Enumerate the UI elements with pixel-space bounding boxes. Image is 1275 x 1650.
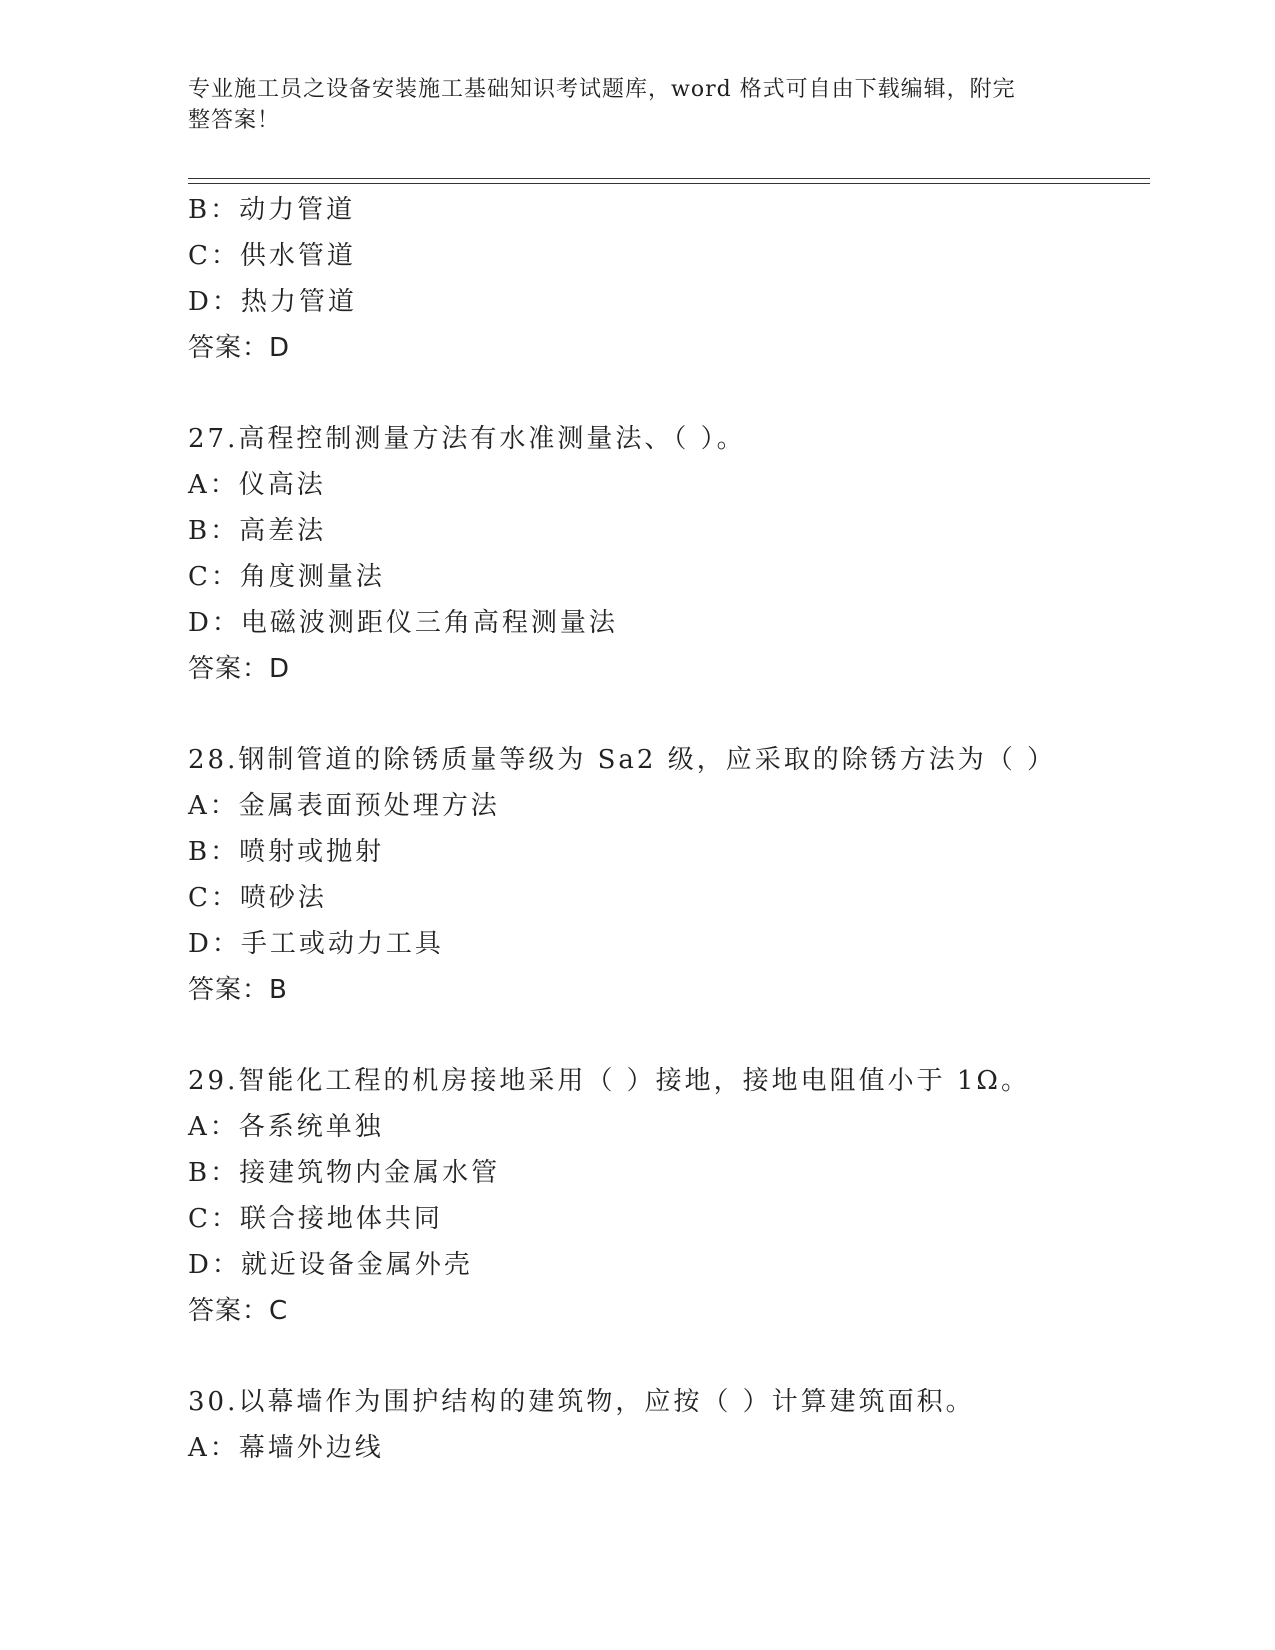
question-26-continued [188, 187, 1148, 371]
option-a: A：幕墙外边线 [188, 1433, 384, 1463]
option-d: D：就近设备金属外壳 [188, 1250, 473, 1280]
header-line-2: 整答案！ [188, 108, 281, 133]
option-a: A：金属表面预处理方法 [188, 791, 500, 821]
question-list [188, 187, 1148, 1471]
option-a: A：仪高法 [188, 470, 326, 500]
spacer [188, 692, 1148, 737]
spacer [188, 1334, 1148, 1379]
answer: 答案：D [188, 654, 291, 684]
document-header [188, 74, 1078, 136]
spacer [188, 371, 1148, 416]
option-d: D：热力管道 [188, 287, 357, 317]
question-28 [188, 737, 1148, 1013]
question-29 [188, 1058, 1148, 1334]
header-divider-top [188, 178, 1150, 179]
answer: 答案：D [188, 333, 291, 363]
question-27 [188, 416, 1148, 692]
option-c: C：喷砂法 [188, 883, 327, 913]
option-c: C：供水管道 [188, 241, 356, 271]
answer: 答案：B [188, 975, 288, 1005]
header-divider-bottom [188, 183, 1150, 184]
answer: 答案：C [188, 1296, 289, 1326]
question-stem: 28.钢制管道的除锈质量等级为 Sa2 级，应采取的除锈方法为（ ） [188, 745, 1056, 775]
option-b: B：高差法 [188, 516, 327, 546]
option-b: B：喷射或抛射 [188, 837, 385, 867]
option-a: A：各系统单独 [188, 1112, 384, 1142]
question-stem: 27.高程控制测量方法有水准测量法、（ ）。 [188, 424, 746, 454]
option-d: D：电磁波测距仪三角高程测量法 [188, 608, 618, 638]
question-stem: 30.以幕墙作为围护结构的建筑物，应按（ ）计算建筑面积。 [188, 1387, 975, 1417]
question-stem: 29.智能化工程的机房接地采用（ ）接地，接地电阻值小于 1Ω。 [188, 1066, 1030, 1096]
option-c: C：联合接地体共同 [188, 1204, 443, 1234]
option-d: D：手工或动力工具 [188, 929, 444, 959]
question-30 [188, 1379, 1148, 1471]
option-b: B：接建筑物内金属水管 [188, 1158, 501, 1188]
spacer [188, 1013, 1148, 1058]
option-c: C：角度测量法 [188, 562, 385, 592]
header-line-1: 专业施工员之设备安装施工基础知识考试题库，word 格式可自由下载编辑，附完 [188, 77, 1016, 102]
option-b: B：动力管道 [188, 195, 356, 225]
